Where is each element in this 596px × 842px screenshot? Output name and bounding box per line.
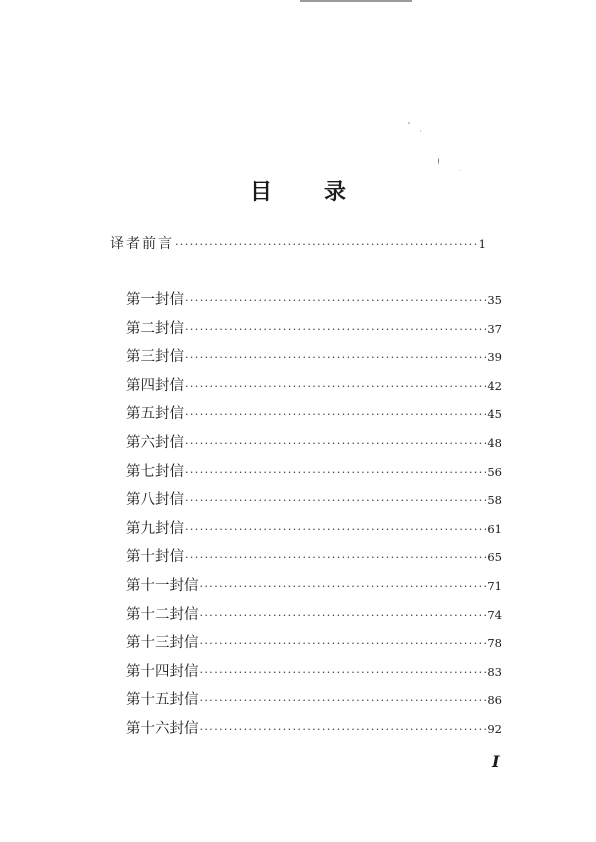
- dot-leader: [185, 323, 486, 336]
- toc-entry[interactable]: [126, 488, 502, 517]
- scan-speck: [408, 122, 410, 124]
- dot-leader: [200, 580, 487, 593]
- toc-entry[interactable]: [126, 317, 502, 346]
- scan-edge-rule: [300, 0, 412, 2]
- toc-entry-label: 第十封信: [126, 549, 184, 566]
- toc-entry-label: 第十五封信: [126, 692, 199, 709]
- dot-leader: [185, 351, 486, 364]
- dot-leader: [200, 637, 487, 650]
- dot-leader: [200, 609, 487, 622]
- toc-entry[interactable]: [126, 402, 502, 431]
- toc-entry-label: 第六封信: [126, 434, 184, 451]
- dot-leader: [185, 494, 486, 507]
- toc-entry-label: 第八封信: [126, 492, 184, 509]
- toc-entry[interactable]: [126, 545, 502, 574]
- toc-entry[interactable]: [126, 603, 502, 632]
- page-title: [0, 175, 596, 206]
- scan-speck: [460, 170, 461, 171]
- toc-entry[interactable]: [126, 631, 502, 660]
- title-char-2: 录: [324, 180, 347, 205]
- toc-entry-label: 第四封信: [126, 377, 184, 394]
- toc-entry-page: 48: [487, 435, 502, 450]
- dot-leader: [200, 694, 487, 707]
- toc-entry-page: 37: [487, 321, 502, 336]
- toc-entry-label: 第三封信: [126, 349, 184, 366]
- scan-speck: [438, 158, 439, 164]
- toc-entry-page: 1: [478, 237, 486, 251]
- toc-entry-page: 78: [487, 636, 502, 651]
- dot-leader: [200, 666, 487, 679]
- toc-entry-page: 86: [487, 693, 502, 708]
- toc-entry[interactable]: [126, 345, 502, 374]
- toc-entry-label: 第十一封信: [126, 577, 199, 594]
- dot-leader: [200, 723, 487, 736]
- dot-leader: [185, 437, 486, 450]
- toc-entry[interactable]: [126, 717, 502, 746]
- dot-leader: [185, 408, 486, 421]
- toc-entry-page: 39: [487, 350, 502, 365]
- toc-entry-page: 74: [487, 607, 502, 622]
- toc-entry-page: 71: [487, 578, 502, 593]
- toc-entry-page: 56: [487, 464, 502, 479]
- toc-entry[interactable]: [126, 431, 502, 460]
- toc-entry-label: 第一封信: [126, 292, 184, 308]
- toc-entry-label: 第二封信: [126, 320, 184, 337]
- toc-entry-label: 第七封信: [126, 463, 184, 480]
- dot-leader: [185, 294, 486, 307]
- toc-entry-page: 83: [487, 664, 502, 679]
- toc-entry-page: 35: [487, 293, 502, 307]
- table-of-contents: [126, 288, 502, 746]
- toc-entry-preface[interactable]: [110, 233, 486, 253]
- dot-leader: [185, 466, 486, 479]
- toc-entry[interactable]: [126, 460, 502, 489]
- toc-entry-label: 第五封信: [126, 406, 184, 423]
- toc-entry-page: 61: [487, 521, 502, 536]
- toc-entry-page: 92: [487, 721, 502, 736]
- toc-entry[interactable]: [126, 517, 502, 546]
- toc-entry-page: 58: [487, 493, 502, 508]
- toc-entry-label: 第十六封信: [126, 720, 199, 737]
- toc-entry-page: 42: [487, 378, 502, 393]
- toc-entry[interactable]: [126, 374, 502, 403]
- toc-entry[interactable]: [126, 660, 502, 689]
- dot-leader: [185, 380, 486, 393]
- toc-entry-page: 45: [487, 407, 502, 422]
- toc-entry-label: 第十二封信: [126, 606, 199, 623]
- toc-entry-page: 65: [487, 550, 502, 565]
- toc-entry[interactable]: [126, 574, 502, 603]
- dot-leader: [185, 523, 486, 536]
- toc-entry[interactable]: [126, 288, 502, 317]
- title-char-1: 目: [249, 180, 272, 205]
- toc-entry-label: 译者前言: [110, 236, 174, 252]
- dot-leader: [185, 551, 486, 564]
- toc-entry-label: 第十三封信: [126, 635, 199, 652]
- toc-entry[interactable]: [126, 688, 502, 717]
- toc-entry-label: 第九封信: [126, 520, 184, 537]
- page-number: I: [492, 752, 500, 771]
- scan-speck: [420, 130, 421, 132]
- toc-entry-label: 第十四封信: [126, 663, 199, 680]
- dot-leader: [175, 238, 478, 251]
